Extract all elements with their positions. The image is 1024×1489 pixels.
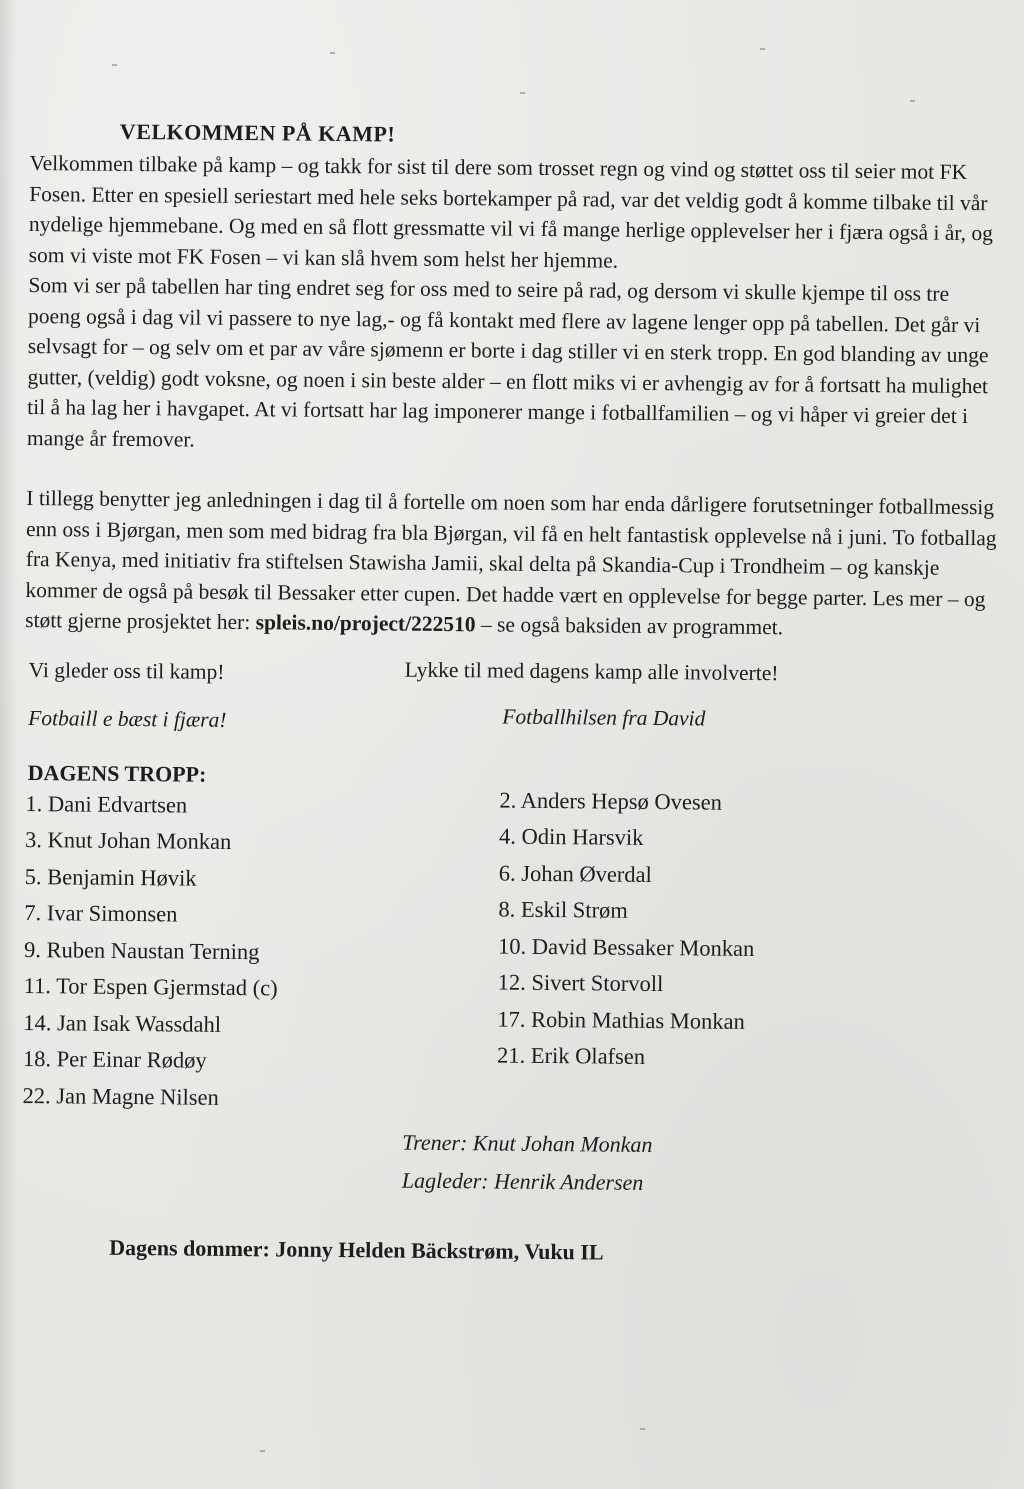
squad-heading: DAGENS TROPP:	[27, 759, 207, 787]
program-content	[19, 118, 1005, 1269]
squad-player: 3. Knut Johan Monkan	[24, 826, 232, 854]
squad-player: 7. Ivar Simonsen	[24, 899, 178, 927]
paper-speck	[640, 1428, 645, 1430]
spleis-link[interactable]: spleis.no/project/222510	[255, 610, 476, 637]
squad-column-right	[497, 782, 756, 1076]
table-paragraph: Som vi ser på tabellen har ting endret seg for oss med to seire på rad, og dersom vi skulle kjempe til oss tre poeng også i dag vil vi passere to nye lag,- og få kontakt med flere av lagene lenger opp på tabellen. Det går vi selvsagt for – og selv om et par av våre sjømenn er borte i dag stiller vi en sterk tropp. En god blanding av unge gutter, (veldig) godt voksne, og noen i sin beste alder – en flott miks vi er avhengig av for å fortsatt ha mulighet til å ha lag her i havgapet. At vi fortsatt har lag imponerer mange i fotballfamilien – og vi håper vi greier det i mange år fremover.	[26, 272, 989, 452]
paper-speck	[112, 64, 117, 66]
squad-player: 21. Erik Olafsen	[496, 1042, 646, 1069]
paper-speck	[520, 92, 525, 94]
squad-player: 22. Jan Magne Nilsen	[22, 1082, 219, 1110]
squad-player: 1. Dani Edvartsen	[25, 790, 188, 818]
squad-column-left	[22, 785, 279, 1116]
referee-line: Dagens dommer: Jonny Helden Bäckstrøm, Vuku IL	[109, 1234, 604, 1265]
squad-player: 5. Benjamin Høvik	[24, 863, 197, 891]
paper-speck	[330, 52, 335, 54]
kenya-text: I tillegg benytter jeg anledningen i dag til å fortelle om noen som har enda dårligere forutsetninger fotballmessig enn oss i Bjørgan, men som med bidrag fra bla Bjørgan, vil få en helt fantastisk opplevelse nå i juni. To fotballag fra Kenya, med initiativ fra stiftelsen Stawisha Jamii, skal delta på Skandia-Cup i Trondheim – og kanskje kommer de også på besøk til Bessaker etter cupen. Det hadde vært en opplevelse for begge parter. Les mer – og støtt gjerne prosjektet her:	[25, 485, 997, 635]
page-title: VELKOMMEN PÅ KAMP!	[119, 118, 396, 147]
squad-player: 4. Odin Harsvik	[499, 823, 644, 850]
coach-line: Trener: Knut Johan Monkan	[402, 1129, 653, 1157]
paper-speck	[910, 100, 915, 102]
staff-block	[402, 1123, 996, 1205]
squad-player: 2. Anders Hepsø Ovesen	[499, 787, 723, 815]
squad-player: 6. Johan Øverdal	[498, 860, 652, 887]
page-edge-shadow	[0, 0, 18, 1489]
closing-motto: Fotbaill e bæst i fjæra!	[28, 705, 227, 732]
squad-player: 17. Robin Mathias Monkan	[497, 1006, 745, 1034]
kenya-paragraph	[25, 483, 1001, 645]
squad-player: 8. Eskil Strøm	[498, 896, 628, 923]
squad-player: 12. Sivert Storvoll	[497, 969, 664, 997]
squad-list	[20, 785, 998, 1124]
team-leader-line: Lagleder: Henrik Andersen	[401, 1167, 644, 1195]
welcome-paragraph: Velkommen tilbake på kamp – og takk for sist til dere som trosset regn og vind og støttet oss til seier mot FK Fosen. Etter en spesiell seriestart med hele seks bortekamper på rad, var det veldig godt å komme tilbake til vår nydelige hjemmebane. Og med en så flott gressmatte vil vi få mange herlige opplevelser her i fjæra også i år, og som vi viste mot FK Fosen – vi kan slå hvem som helst her hjemme.	[28, 150, 994, 273]
paper-speck	[260, 1450, 265, 1452]
paper-speck	[760, 48, 765, 50]
closing-left-line: Vi gleder oss til kamp!	[28, 657, 225, 684]
squad-player: 11. Tor Espen Gjermstad (c)	[23, 972, 278, 1001]
squad-player: 10. David Bessaker Monkan	[497, 933, 755, 961]
closing-right-line: Lykke til med dagens kamp alle involverte!	[404, 657, 779, 685]
squad-player: 9. Ruben Naustan Terning	[23, 936, 260, 964]
squad-player: 18. Per Einar Rødøy	[22, 1045, 207, 1073]
closing-lines	[24, 651, 1000, 752]
squad-player: 14. Jan Isak Wassdahl	[23, 1009, 222, 1037]
kenya-text-end: – se også baksiden av programmet.	[475, 612, 784, 640]
closing-signature: Fotballhilsen fra David	[502, 704, 706, 731]
